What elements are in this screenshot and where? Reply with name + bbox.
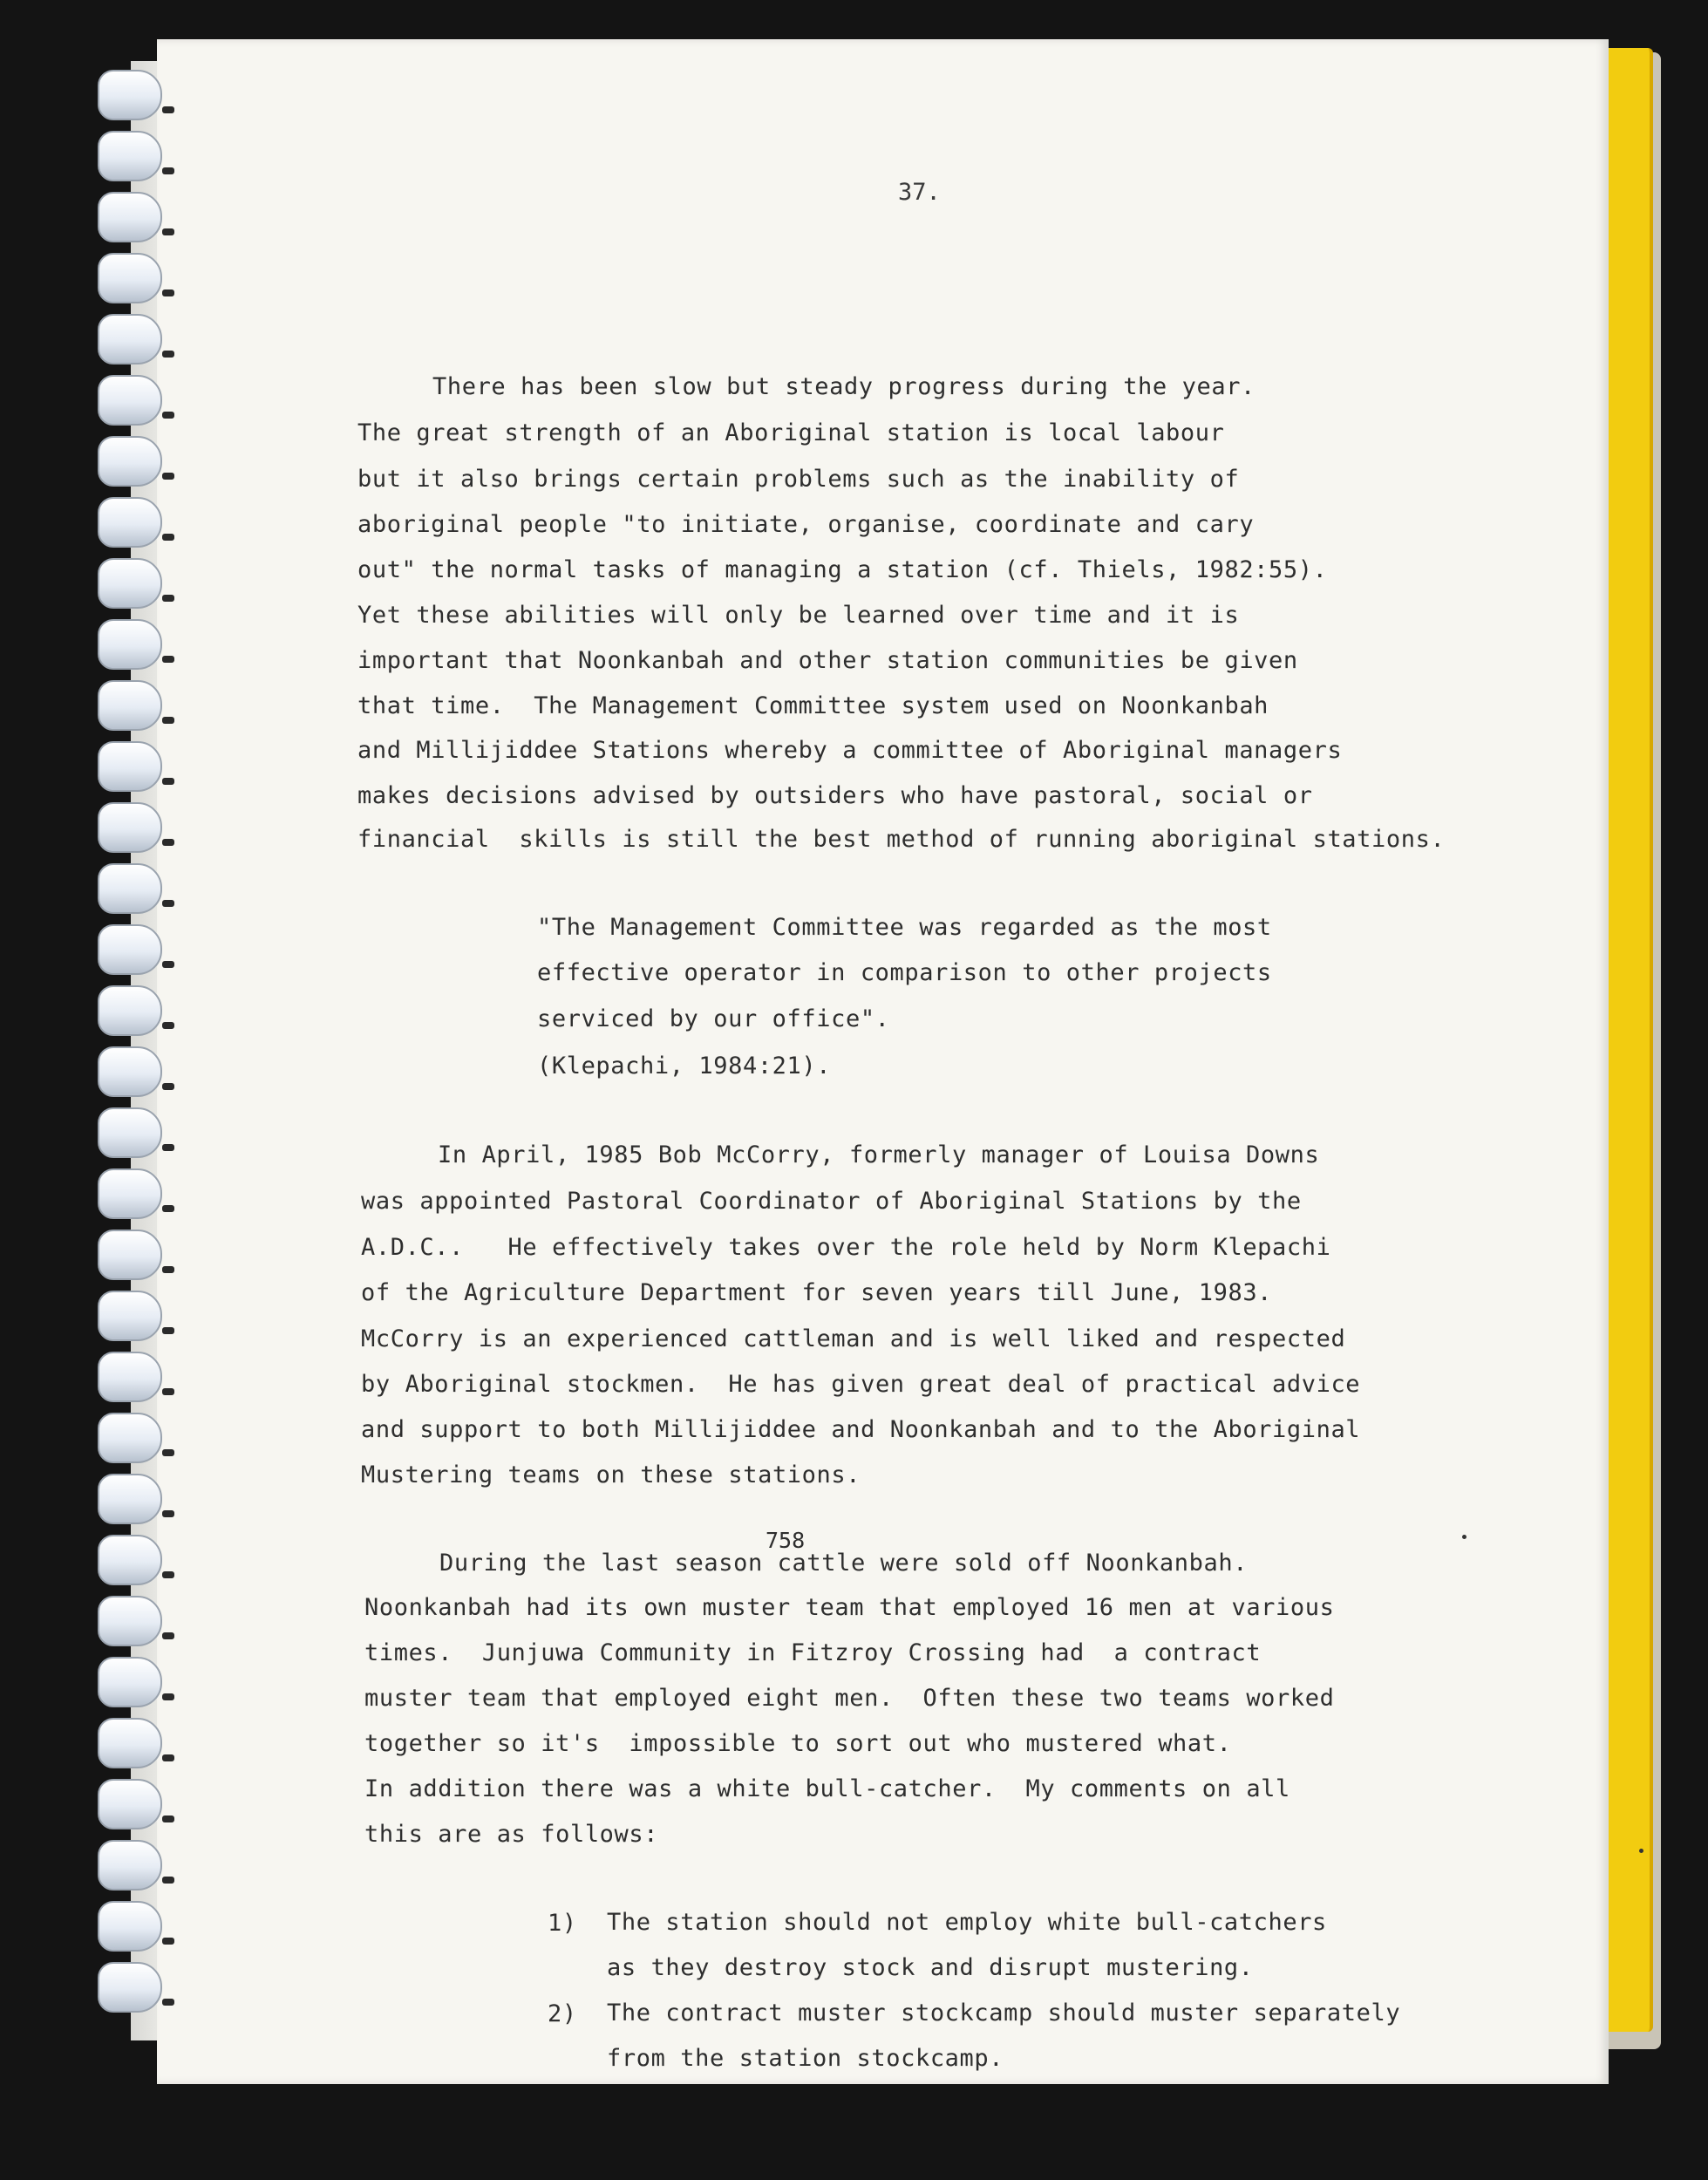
- quote-line: serviced by our office".: [537, 1005, 890, 1032]
- binding-loop: [98, 924, 162, 975]
- punch-hole: [162, 228, 174, 235]
- punch-hole: [162, 106, 174, 113]
- text-line: During the last season cattle were sold off Noonkanbah.: [439, 1550, 1249, 1577]
- binding-loop: [98, 1535, 162, 1585]
- page-number: 37.: [898, 179, 941, 206]
- binding-loop: [98, 1413, 162, 1463]
- quote-line: effective operator in comparison to other projects: [537, 959, 1272, 986]
- punch-hole: [162, 1388, 174, 1395]
- punch-hole: [162, 1022, 174, 1029]
- binding-loop: [98, 1474, 162, 1524]
- list-number: 1): [548, 1910, 577, 1937]
- text-line: financial skills is still the best method of running aboriginal stations.: [357, 826, 1446, 853]
- list-number: 2): [548, 2000, 577, 2027]
- text-line: In addition there was a white bull-catcher. My comments on all: [364, 1775, 1290, 1802]
- punch-hole: [162, 839, 174, 846]
- binding-loop: [98, 1840, 162, 1890]
- punch-hole: [162, 1205, 174, 1212]
- punch-hole: [162, 412, 174, 419]
- text-line: times. Junjuwa Community in Fitzroy Crossing had a contract: [364, 1639, 1262, 1666]
- text-line: In April, 1985 Bob McCorry, formerly manager of Louisa Downs: [438, 1141, 1320, 1168]
- binding-loop: [98, 1046, 162, 1097]
- text-line: was appointed Pastoral Coordinator of Aboriginal Stations by the: [361, 1188, 1302, 1215]
- punch-hole: [162, 1754, 174, 1761]
- binding-loop: [98, 558, 162, 609]
- binding-loop: [98, 619, 162, 670]
- text-line: by Aboriginal stockmen. He has given great deal of practical advice: [361, 1371, 1361, 1398]
- punch-hole: [162, 1999, 174, 2006]
- binding-loop: [98, 1168, 162, 1219]
- binding-loop: [98, 1596, 162, 1646]
- punch-hole: [162, 717, 174, 724]
- punch-hole: [162, 1877, 174, 1884]
- binding-loop: [98, 1657, 162, 1707]
- binding-loop: [98, 314, 162, 364]
- list-item-line: from the station stockcamp.: [607, 2045, 1004, 2072]
- text-line: important that Noonkanbah and other station communities be given: [357, 647, 1298, 674]
- spiral-binding: [98, 70, 176, 2023]
- text-line: aboriginal people "to initiate, organise, coordinate and cary: [357, 511, 1255, 538]
- binding-loop: [98, 436, 162, 487]
- quote-line: "The Management Committee was regarded as the most: [537, 914, 1272, 941]
- punch-hole: [162, 1266, 174, 1273]
- binding-loop: [98, 131, 162, 181]
- text-line: and support to both Millijiddee and Noonkanbah and to the Aboriginal: [361, 1416, 1361, 1443]
- binding-loop: [98, 1901, 162, 1952]
- binding-loop: [98, 1779, 162, 1829]
- list-item-line: The contract muster stockcamp should muster separately: [607, 1999, 1401, 2027]
- text-line: A.D.C.. He effectively takes over the role held by Norm Klepachi: [361, 1234, 1331, 1261]
- punch-hole: [162, 1510, 174, 1517]
- punch-hole: [162, 961, 174, 968]
- punch-hole: [162, 1449, 174, 1456]
- binding-loop: [98, 192, 162, 242]
- binding-loop: [98, 802, 162, 853]
- text-line: Noonkanbah had its own muster team that employed 16 men at various: [364, 1594, 1335, 1621]
- binding-loop: [98, 375, 162, 426]
- binding-loop: [98, 985, 162, 1036]
- text-line: Mustering teams on these stations.: [361, 1461, 861, 1489]
- text-line: out" the normal tasks of managing a station (cf. Thiels, 1982:55).: [357, 556, 1328, 583]
- punch-hole: [162, 534, 174, 541]
- text-line: that time. The Management Committee system used on Noonkanbah: [357, 692, 1269, 719]
- binding-loop: [98, 1352, 162, 1402]
- text-line: this are as follows:: [364, 1821, 659, 1848]
- binding-loop: [98, 1718, 162, 1768]
- punch-hole: [162, 900, 174, 907]
- punch-hole: [162, 1632, 174, 1639]
- binding-loop: [98, 680, 162, 731]
- binding-loop: [98, 497, 162, 548]
- inserted-number: 758: [766, 1528, 806, 1553]
- text-line: McCorry is an experienced cattleman and is well liked and respected: [361, 1325, 1346, 1352]
- punch-hole: [162, 1938, 174, 1945]
- ink-speck: [1639, 1849, 1643, 1853]
- text-line: of the Agriculture Department for seven years till June, 1983.: [361, 1279, 1273, 1306]
- binding-loop: [98, 863, 162, 914]
- text-line: There has been slow but steady progress during the year.: [432, 373, 1255, 400]
- binding-loop: [98, 1230, 162, 1280]
- text-line: Yet these abilities will only be learned over time and it is: [357, 602, 1240, 629]
- text-line: The great strength of an Aboriginal station is local labour: [357, 419, 1225, 446]
- binding-loop: [98, 1962, 162, 2013]
- punch-hole: [162, 1693, 174, 1700]
- text-line: together so it's impossible to sort out who mustered what.: [364, 1730, 1232, 1757]
- punch-hole: [162, 290, 174, 296]
- list-item-line: as they destroy stock and disrupt mustering.: [607, 1954, 1254, 1981]
- punch-hole: [162, 473, 174, 480]
- punch-hole: [162, 1327, 174, 1334]
- punch-hole: [162, 351, 174, 358]
- punch-hole: [162, 167, 174, 174]
- list-item-line: The station should not employ white bull-catchers: [607, 1909, 1327, 1936]
- punch-hole: [162, 1816, 174, 1822]
- binding-loop: [98, 1291, 162, 1341]
- punch-hole: [162, 1571, 174, 1578]
- punch-hole: [162, 1083, 174, 1090]
- text-line: and Millijiddee Stations whereby a committee of Aboriginal managers: [357, 737, 1343, 764]
- punch-hole: [162, 778, 174, 785]
- punch-hole: [162, 1144, 174, 1151]
- binding-loop: [98, 741, 162, 792]
- binding-loop: [98, 1107, 162, 1158]
- punch-hole: [162, 595, 174, 602]
- text-line: muster team that employed eight men. Often these two teams worked: [364, 1685, 1335, 1712]
- quote-citation: (Klepachi, 1984:21).: [537, 1053, 832, 1080]
- yellow-cover-edge: [1604, 48, 1653, 2032]
- punch-hole: [162, 656, 174, 663]
- text-line: but it also brings certain problems such as the inability of: [357, 466, 1240, 493]
- binding-loop: [98, 70, 162, 120]
- ink-speck: [1462, 1535, 1466, 1539]
- text-line: makes decisions advised by outsiders who have pastoral, social or: [357, 782, 1313, 809]
- binding-loop: [98, 253, 162, 303]
